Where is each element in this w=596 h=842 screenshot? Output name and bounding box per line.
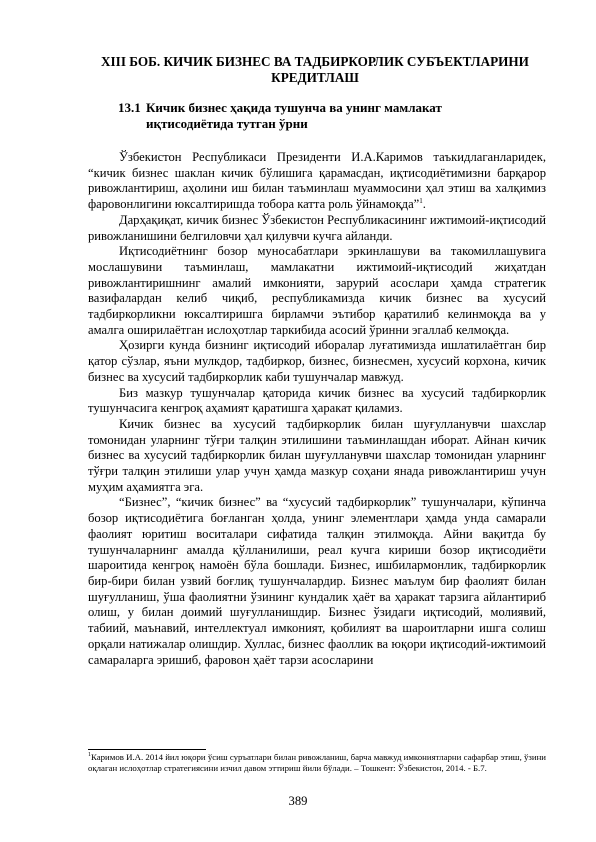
body-text — [88, 150, 546, 668]
paragraph: Иқтисодиётнинг бозор муносабатлари эркинлашуви ва такомиллашувига мослашувини таъминлаш, мамлакатни ижтимоий-иқтисодий жиҳатдан ривожлантиришнинг амалий имконияти, зарурий асослари ҳамда стратегик вазифалардан келиб чиқиб, республикамизда кичик бизнес ва хусусий тадбиркорликни юксалтиришга бирламчи эътибор қаратилиб келинмоқда ва у амалга оширилаётган ислоҳотлар таркибида асосий ўринни эгаллаб келмоқда. — [88, 244, 546, 337]
footnote — [88, 752, 546, 774]
footnote-marker: 1 — [88, 752, 91, 759]
footnote-separator — [88, 749, 206, 750]
page-number: 389 — [288, 794, 308, 808]
chapter-title: XIII БОБ. КИЧИК БИЗНЕС ВА ТАДБИРКОРЛИК СУБЪЕКТЛАРИНИ КРЕДИТЛАШ — [101, 54, 529, 85]
section-heading — [118, 100, 498, 132]
footnote-text: Каримов И.А. 2014 йил юқори ўсиш суръатлари билан ривожланиш, барча мавжуд имкониятларни сафарбар этиш, ўзини оқлаган ислоҳотлар стратегиясини изчил давом эттириш йили бўлади. – Тошкент: Ўзбекистон, 2014. - Б.7. — [88, 752, 546, 773]
paragraph: Ҳозирги кунда бизнинг иқтисодий иборалар луғатимизда ишлатилаётган бир қатор сўзлар, яъни мулкдор, тадбиркор, бизнес, бизнесмен, хусусий корхона, кичик бизнес ва хусусий тадбиркорлик каби тушунчалар мавжуд. — [88, 338, 546, 384]
paragraph: Биз мазкур тушунчалар қаторида кичик бизнес ва хусусий тадбиркорлик тушунчасига кенгроқ аҳамият қаратишга ҳаракат қиламиз. — [88, 385, 546, 416]
paragraph: Кичик бизнес ва хусусий тадбиркорлик билан шуғулланувчи шахслар томонидан уларнинг тўғри талқин этилишини таъминлашдан иборат. Айнан кичик бизнес ва хусусий тадбиркорлик билан шуғулланувчи шахслар томонидан уларнинг тўғри талқин этилиши улар учун ҳамда мазкур соҳани янада ривожлантириш учун муҳим аҳамиятга эга. — [88, 416, 546, 494]
paragraph: “Бизнес”, “кичик бизнес” ва “хусусий тадбиркорлик” тушунчалари, кўпинча бозор иқтисодиётига боғланган ҳолда, унинг элементлари ҳамда унда самарали фаолият юритиш воситалари сифатида талқин этилмоқда. Айни вақитда бу тушунчаларнинг амалда қўлланилиши, реал кучга кириши бозор иқтисодиёти шароитида кенгроқ намоён бўла бошлади. Бизнес, ишбилармонлик, тадбиркорлик бир-бири билан узвий боғлиқ тушунчалардир. Бизнес маълум бир фаолият билан шуғулланиш, ўша фаолиятни ўзининг кундалик ҳаёт ва ҳаракат тарзига айлантириб олиш, у билан доимий шуғулланишдир. Бизнес ўзидаги иқтисодий, молиявий, табиий, маънавий, интеллектуал имконият, қобилият ва шароитларни ишга солиш орқали натижалар олишдир. Хуллас, бизнес фаоллик ва юқори иқтисодий-ижтимоий самараларга эришиб, фаровон ҳаёт тарзи асосларини — [88, 495, 546, 667]
footnote-reference: 1 — [419, 196, 423, 205]
paragraph: Дарҳақиқат, кичик бизнес Ўзбекистон Республикасининг ижтимоий-иқтисодий ривожланишини белгиловчи ҳал қилувчи кучга айланди. — [88, 212, 546, 243]
section-number: 13.1 — [118, 100, 141, 115]
paragraph: Ўзбекистон Республикаси Президенти И.А.Каримов таъкидлаганларидек, “кичик бизнес шаклан кичик бўлишига қарамасдан, иқтисодиётимизни барқарор ривожлантириш, аҳолини иш билан таъминлаш муаммосини ҳал этиш ва халқимиз фаровонлигини юксалтиришда тобора катта роль ўйнамоқда”$^1$. — [88, 150, 546, 212]
section-title: Кичик бизнес ҳақида тушунча ва унинг мамлакат иқтисодиётида тутган ўрни — [146, 100, 442, 131]
